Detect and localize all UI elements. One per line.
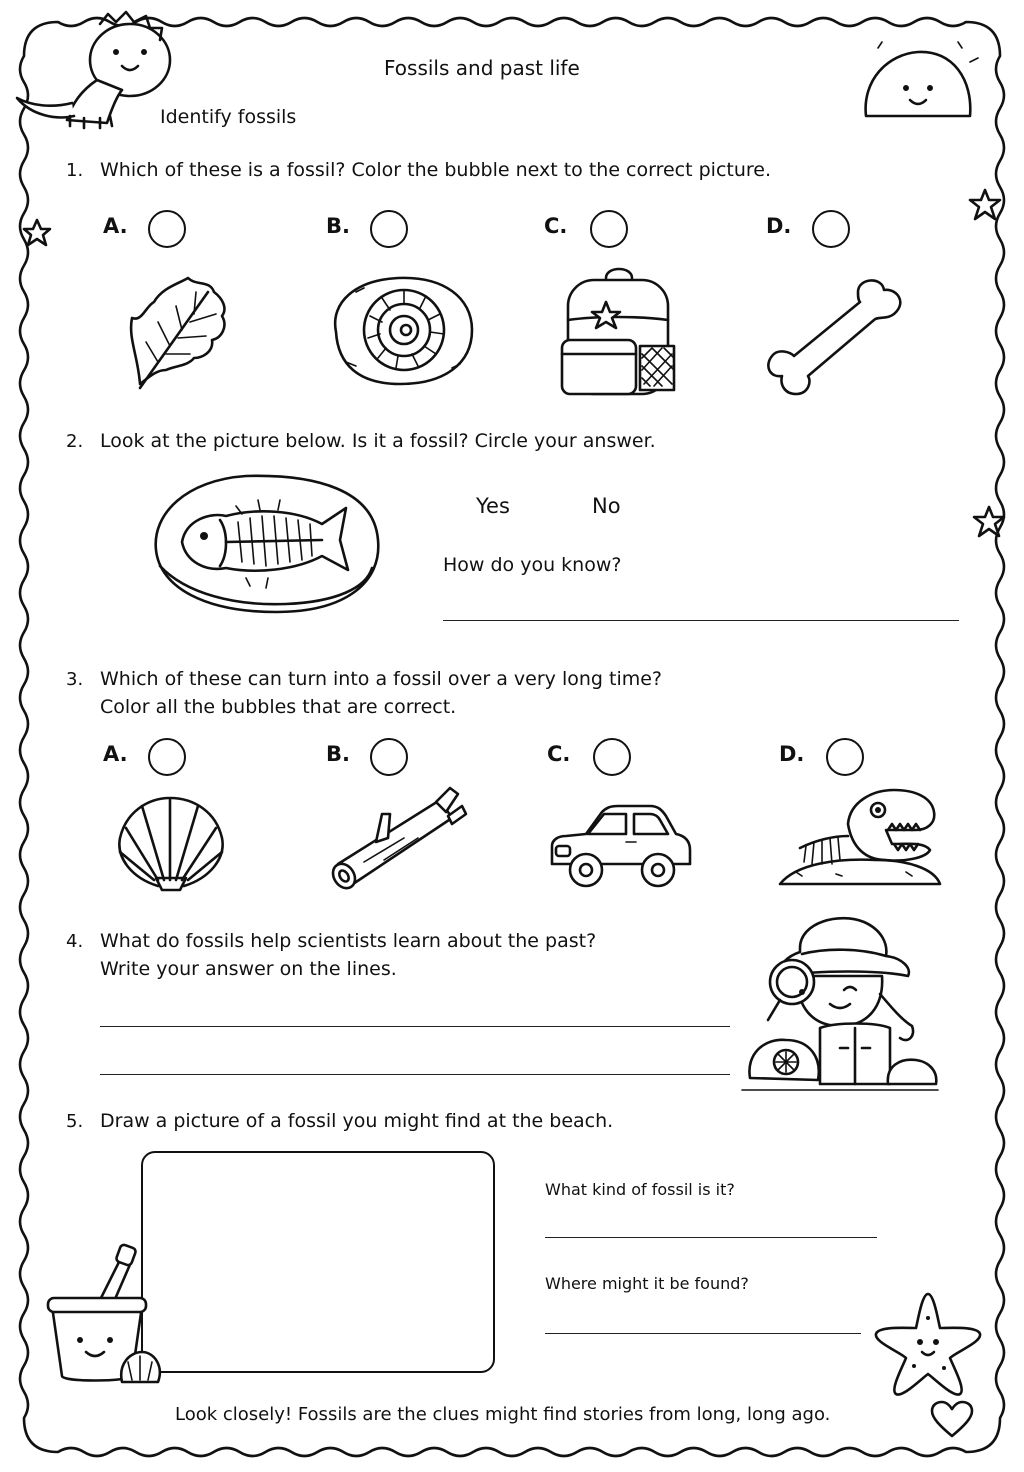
footer-text: Look closely! Fossils are the clues might find stories from long, long ago. [175,1404,831,1425]
q3-text-line2: Color all the bubbles that are correct. [100,696,457,718]
q3-option-d-label: D. [779,742,805,766]
q5-prompt-kind: What kind of fossil is it? [545,1180,735,1199]
leaf-icon [118,266,238,396]
q2-no-option[interactable]: No [592,494,621,518]
q1-text: Which of these is a fossil? Color the bubble next to the correct picture. [100,159,772,181]
car-icon [546,802,696,892]
page-title: Fossils and past life [384,56,580,80]
fish-fossil-icon [146,470,386,620]
q3-option-c-label: C. [547,742,571,766]
stick-icon [324,784,474,894]
q3-number: 3. [66,669,84,690]
q5-prompt-where: Where might it be found? [545,1274,749,1293]
q5-number: 5. [66,1111,84,1132]
starfish-icon [874,1290,984,1400]
smiling-rock-icon [858,40,988,140]
q5-drawing-box[interactable] [141,1151,495,1373]
q1-option-d-bubble[interactable] [812,210,850,248]
q4-answer-line-2[interactable] [100,1074,730,1075]
q3-option-b-label: B. [326,742,350,766]
q5-answer-line-kind[interactable] [545,1237,877,1238]
star-icon [968,188,1002,222]
q3-option-d-bubble[interactable] [826,738,864,776]
star-icon [22,218,52,248]
ammonite-fossil-icon [326,272,476,390]
seashell-icon [112,792,232,892]
q2-text: Look at the picture below. Is it a fossil? Circle your answer. [100,430,656,452]
q4-number: 4. [66,931,84,952]
q3-option-a-label: A. [103,742,128,766]
q3-option-c-bubble[interactable] [593,738,631,776]
q1-option-b-label: B. [326,214,350,238]
q1-option-a-label: A. [103,214,128,238]
q4-answer-line-1[interactable] [100,1026,730,1027]
bone-icon [762,272,912,402]
q1-option-d-label: D. [766,214,792,238]
q4-text-line2: Write your answer on the lines. [100,958,397,980]
backpack-icon [556,262,686,402]
q3-option-a-bubble[interactable] [148,738,186,776]
q1-option-b-bubble[interactable] [370,210,408,248]
q1-number: 1. [66,160,84,181]
q5-text: Draw a picture of a fossil you might find at the beach. [100,1110,614,1132]
q2-number: 2. [66,431,84,452]
page-subtitle: Identify fossils [160,106,297,128]
q3-text-line1: Which of these can turn into a fossil over a very long time? [100,668,663,690]
q5-answer-line-where[interactable] [545,1333,861,1334]
dinosaur-skeleton-icon [776,784,946,894]
q1-option-a-bubble[interactable] [148,210,186,248]
q3-option-b-bubble[interactable] [370,738,408,776]
q2-answer-line[interactable] [443,620,959,621]
q4-text-line1: What do fossils help scientists learn about the past? [100,930,597,952]
star-icon [972,505,1006,539]
heart-icon [930,1400,974,1440]
q1-option-c-bubble[interactable] [590,210,628,248]
q1-option-c-label: C. [544,214,568,238]
girl-explorer-icon [740,908,940,1098]
q2-prompt: How do you know? [443,554,622,576]
dinosaur-mascot-icon [12,8,172,138]
sand-bucket-icon [42,1242,172,1392]
q2-yes-option[interactable]: Yes [476,494,510,518]
